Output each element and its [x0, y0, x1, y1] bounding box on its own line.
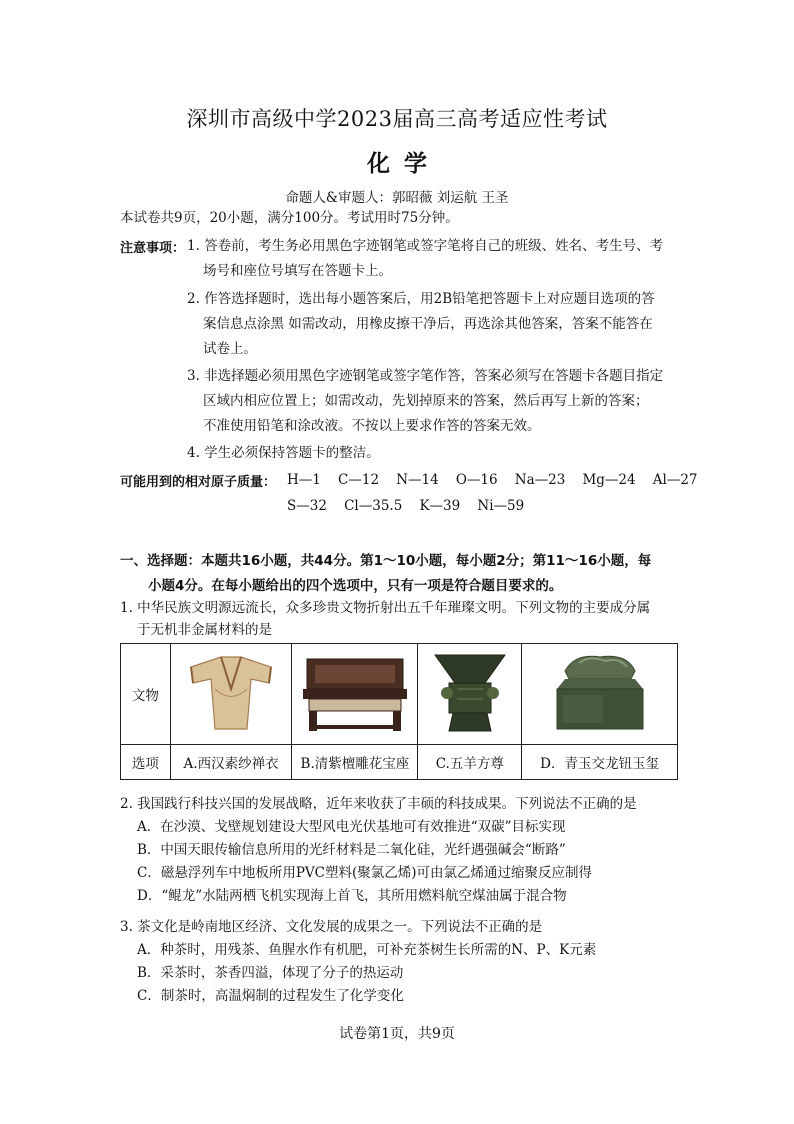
q1-option-b[interactable]: B.清紫檀雕花宝座: [292, 745, 418, 780]
authors-line: 命题人&审题人：郭昭薇 刘运航 王圣: [285, 190, 509, 206]
note-1-line-2: 场号和座位号填写在答题卡上。: [203, 263, 392, 279]
intro-line: 本试卷共9页，20小题，满分100分。考试用时75分钟。: [120, 210, 459, 226]
note-3-line-3: 不准使用铅笔和涂改液。不按以上要求作答的答案无效。: [203, 418, 541, 434]
q1-option-a[interactable]: A.西汉素纱禅衣: [170, 745, 292, 780]
relic-image-throne: [292, 644, 418, 745]
notes-label: 注意事项：: [120, 241, 186, 256]
note-4-line-1: 4. 学生必须保持答题卡的整洁。: [187, 445, 380, 461]
q1-option-c[interactable]: C.五羊方尊: [418, 745, 522, 780]
relic-table: [120, 643, 678, 780]
q3-option-b[interactable]: B．采茶时，茶香四溢，体现了分子的热运动: [137, 965, 404, 981]
page-footer: 试卷第1页，共9页: [339, 1026, 455, 1042]
note-3-line-1: 3. 非选择题必须用黑色字迹钢笔或签字笔作答，答案必须写在答题卡各题目指定: [187, 368, 664, 384]
q1-stem-line-1: 1. 中华民族文明源远流长，众多珍贵文物折射出五千年璀璨文明。下列文物的主要成分属: [120, 600, 651, 616]
exam-title: 深圳市高级中学2023届高三高考适应性考试: [186, 107, 608, 131]
atomic-mass-line-2: S—32 Cl—35.5 K—39 Ni—59: [287, 498, 525, 514]
note-2-line-2: 案信息点涂黑 如需改动，用橡皮擦干净后，再选涂其他答案，答案不能答在: [203, 316, 653, 332]
row-label-relic: 文物: [121, 644, 171, 745]
q2-option-c[interactable]: C．磁悬浮列车中地板所用PVC塑料(聚氯乙烯)可由氯乙烯通过缩聚反应制得: [137, 865, 593, 881]
section-1-heading-line-1: 一、选择题：本题共16小题，共44分。第1～10小题，每小题2分；第11～16小题，每: [120, 553, 652, 569]
note-2-line-1: 2. 作答选择题时，选出每小题答案后，用2B铅笔把答题卡上对应题目选项的答: [187, 291, 655, 307]
relic-image-jade-seal: [522, 644, 678, 745]
q1-option-d[interactable]: D．青玉交龙钮玉玺: [522, 745, 678, 780]
subject-title: 化学: [367, 150, 441, 177]
section-1-heading-line-2: 小题4分。在每小题给出的四个选项中，只有一项是符合题目要求的。: [148, 578, 563, 594]
q1-stem-line-2: 于无机非金属材料的是: [137, 622, 272, 638]
q2-stem: 2. 我国践行科技兴国的发展战略，近年来收获了丰硕的科技成果。下列说法不正确的是: [120, 796, 637, 812]
note-2-line-3: 试卷上。: [203, 341, 257, 357]
q2-option-a[interactable]: A．在沙漠、戈壁规划建设大型风电光伏基地可有效推进“双碳”目标实现: [137, 819, 566, 835]
q2-option-b[interactable]: B．中国天眼传输信息所用的光纤材料是二氧化硅，光纤遇强碱会“断路”: [137, 842, 566, 858]
atomic-mass-label: 可能用到的相对原子质量：: [120, 475, 277, 490]
q2-option-d[interactable]: D．“鲲龙”水陆两栖飞机实现海上首飞，其所用燃料航空煤油属于混合物: [137, 888, 567, 904]
note-1-line-1: 1. 答卷前，考生务必用黑色字迹钢笔或签字笔将自己的班级、姓名、考生号、考: [187, 238, 664, 254]
relic-image-robe: [170, 644, 292, 745]
relic-image-bronze-zun: [418, 644, 522, 745]
atomic-mass-line-1: H—1 C—12 N—14 O—16 Na—23 Mg—24 Al—27: [287, 472, 698, 488]
row-label-option: 选项: [121, 745, 171, 780]
q3-stem: 3. 茶文化是岭南地区经济、文化发展的成果之一。下列说法不正确的是: [120, 919, 543, 935]
q3-option-a[interactable]: A．种茶时，用残茶、鱼腥水作有机肥，可补充茶树生长所需的N、P、K元素: [137, 942, 597, 958]
note-3-line-2: 区域内相应位置上；如需改动，先划掉原来的答案，然后再写上新的答案；: [203, 393, 649, 409]
q3-option-c[interactable]: C．制茶时，高温焖制的过程发生了化学变化: [137, 988, 404, 1004]
